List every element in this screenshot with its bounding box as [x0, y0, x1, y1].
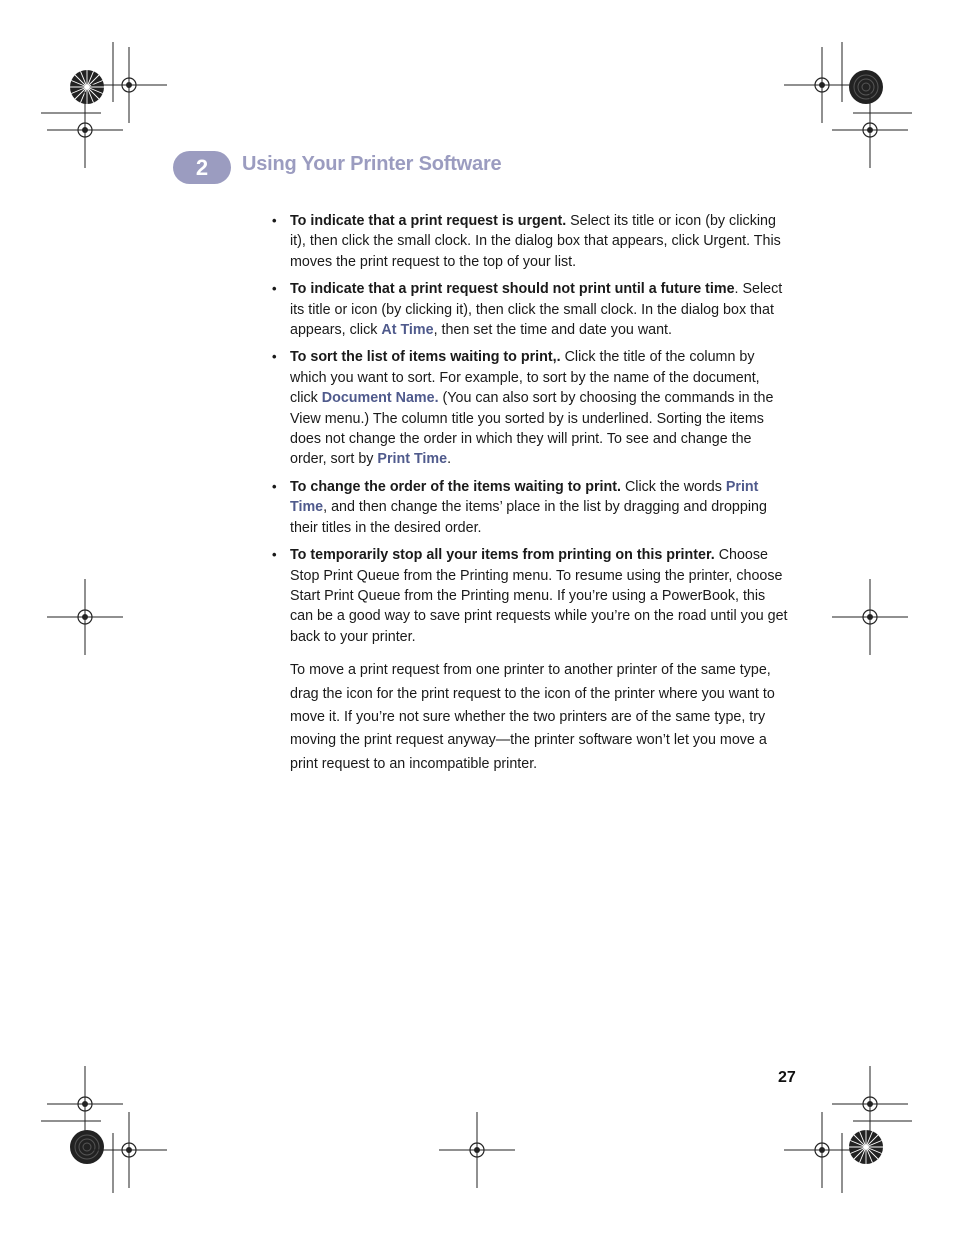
bullet-text: , then set the time and date you want. — [433, 322, 672, 339]
bullet-text: Click the title of the column by which you want to sort. For example, to sort by the name of the document, click — [290, 349, 760, 407]
bullet-text: . Select its title or icon (by clicking it), then click the small clock. In the dialog box that appears, click — [290, 281, 783, 339]
bullet-marker: • — [272, 213, 277, 228]
print-time-link: Print Time — [290, 478, 759, 516]
bullet-text: Click the words — [620, 478, 726, 495]
document-name-link: Document Name. — [321, 390, 439, 407]
bullet-lead: To indicate that a print request should not print until a future time — [290, 281, 735, 298]
chapter-number-badge: 2 — [173, 151, 231, 184]
body-paragraph: To move a print request from one printer to another printer of the same type, drag the icon for the print request to the icon of the printer where you want to move it. If you’re not sure whether the two printers are of the same type, try moving the print request anyway—the printer software won’t let you move a print request to an incompatible printer. — [290, 662, 775, 772]
page-body — [272, 211, 790, 790]
bullet-text: (You can also sort by choosing the commands in the View menu.) The column title you sorted by is underlined. Sorting the items does not change the order in which they will print. To see and change the order, sort by — [290, 390, 774, 468]
bullet-marker: • — [272, 281, 277, 297]
list-item — [272, 279, 790, 340]
bullet-lead: To temporarily stop all your items from printing on this printer. — [290, 547, 715, 564]
bullet-marker: • — [272, 547, 277, 563]
bullet-text: Choose Stop Print Queue from the Printing menu. To resume using the printer, choose Start Print Queue from the Printing menu. If you’re using a PowerBook, this can be a good way to save print requests while you’re on the road until you get back to your printer. — [290, 547, 788, 645]
list-item — [272, 211, 790, 272]
list-item — [272, 545, 790, 647]
bullet-marker: • — [272, 478, 277, 494]
chapter-title: Using Your Printer Software — [242, 153, 502, 175]
bullet-lead: To indicate that a print request is urgent. — [290, 213, 567, 229]
print-time-link: Print Time — [377, 451, 448, 468]
bullet-text: . — [447, 451, 452, 468]
page-number: 27 — [778, 1069, 796, 1086]
list-item — [272, 347, 790, 469]
bullet-lead: To change the order of the items waiting to print. — [290, 478, 621, 495]
bullet-text: Select its title or icon (by clicking it), then click the small clock. In the dialog box that appears, click Urgent. This moves the print request to the top of your list. — [290, 213, 781, 270]
bullet-lead: To sort the list of items waiting to print,. — [290, 349, 561, 366]
bullet-marker: • — [272, 349, 277, 365]
at-time-link: At Time — [381, 322, 434, 339]
list-item — [272, 477, 790, 538]
bullet-text: , and then change the items’ place in the list by dragging and dropping their titles in the desired order. — [290, 499, 767, 536]
